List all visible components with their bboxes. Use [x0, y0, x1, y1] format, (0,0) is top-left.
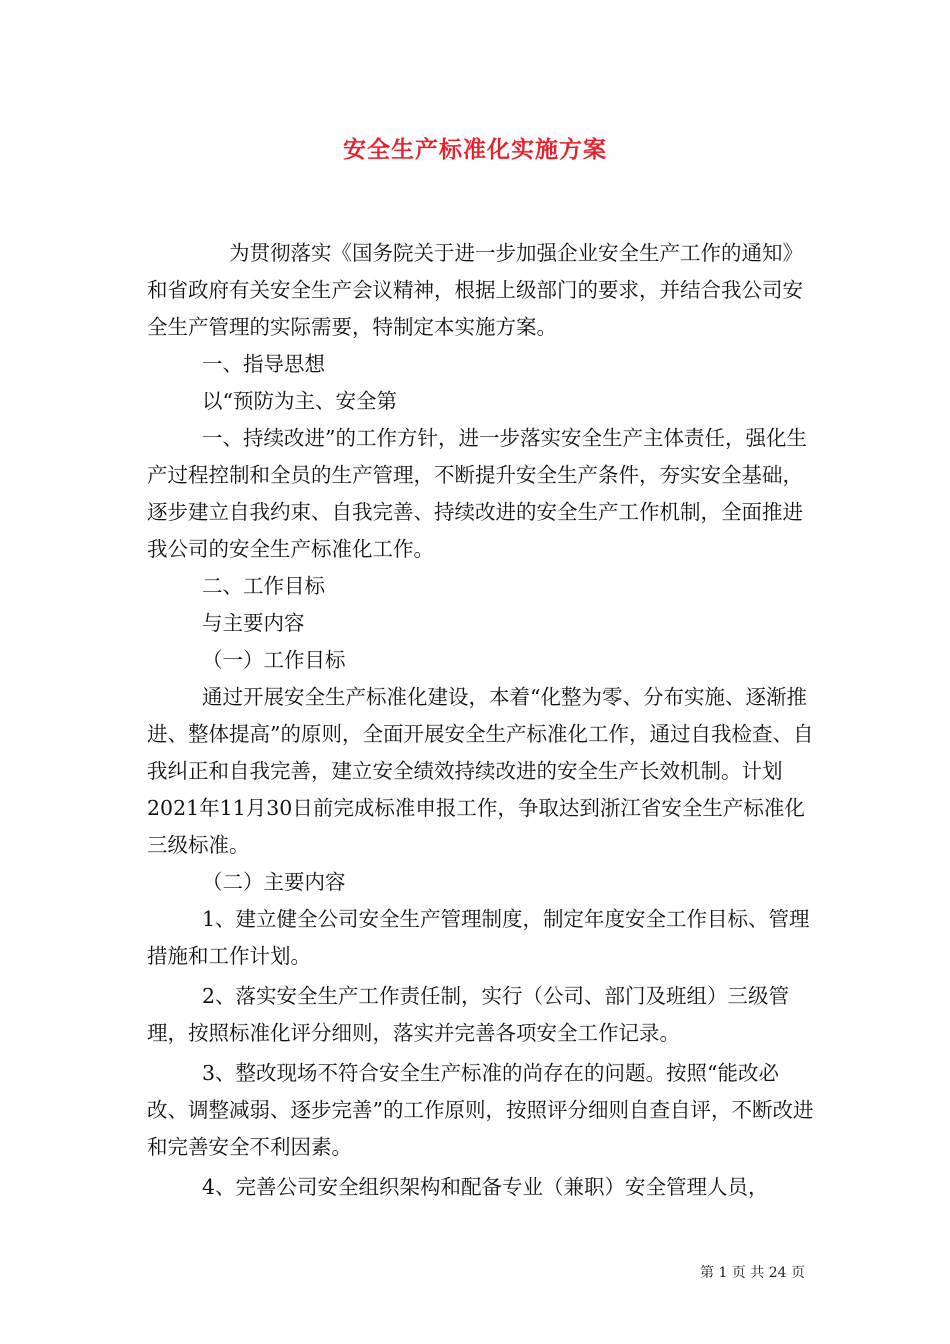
- list-item-2: 2、落实安全生产工作责任制，实行（公司、部门及班组）三级管理，按照标准化评分细则，落实并完善各项安全工作记录。: [147, 984, 790, 1045]
- heading-guiding-ideology: 一、指导思想: [202, 352, 325, 376]
- heading-main-content: 与主要内容: [202, 611, 305, 635]
- document-body: [147, 235, 819, 1206]
- paragraph-work-goals: 通过开展安全生产标准化建设，本着“化整为零、分布实施、逐渐推进、整体提高”的原则，全面开展安全生产标准化工作，通过自我检查、自我纠正和自我完善，建立安全绩效持续改进的安全生产长效机制。计划2021年11月30日前完成标准申报工作，争取达到浙江省安全生产标准化三级标准。: [147, 685, 814, 857]
- subheading-main-content: （二）主要内容: [202, 870, 346, 894]
- list-item-4: 4、完善公司安全组织架构和配备专业（兼职）安全管理人员，: [202, 1175, 769, 1199]
- list-item-3: 3、整改现场不符合安全生产标准的尚存在的问题。按照“能改必改、调整减弱、逐步完善”的工作原则，按照评分细则自查自评，不断改进和完善安全不利因素。: [147, 1061, 814, 1159]
- page-title: 安全生产标准化实施方案: [343, 136, 607, 163]
- page-number: 第 1 页 共 24 页: [700, 1265, 805, 1281]
- heading-work-goals: 二、工作目标: [202, 574, 325, 598]
- paragraph-intro: 为贯彻落实《国务院关于进一步加强企业安全生产工作的通知》和省政府有关安全生产会议精神，根据上级部门的要求，并结合我公司安全生产管理的实际需要，特制定本实施方案。: [147, 241, 803, 339]
- paragraph-principle-part1: 以“预防为主、安全第: [202, 389, 397, 413]
- list-item-1: 1、建立健全公司安全生产管理制度，制定年度安全工作目标、管理措施和工作计划。: [147, 907, 810, 968]
- subheading-work-goals: （一）工作目标: [202, 648, 346, 672]
- paragraph-principle-part2: 一、持续改进”的工作方针，进一步落实安全生产主体责任，强化生产过程控制和全员的生产管理，不断提升安全生产条件，夯实安全基础，逐步建立自我约束、自我完善、持续改进的安全生产工作机制，全面推进我公司的安全生产标准化工作。: [147, 426, 807, 561]
